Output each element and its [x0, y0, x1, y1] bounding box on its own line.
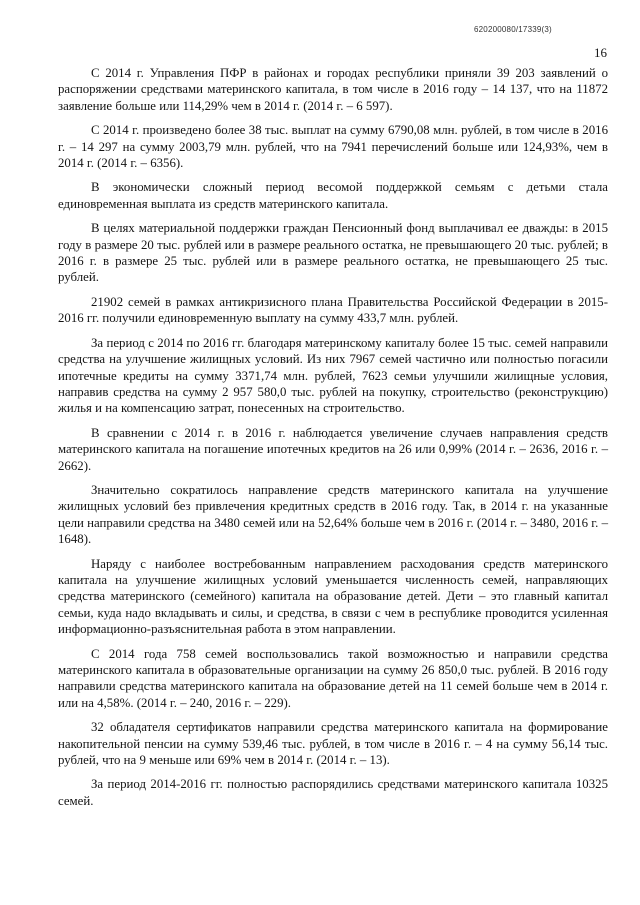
page-number: 16	[594, 45, 607, 60]
paragraph-housing: За период с 2014 по 2016 гг. благодаря материнскому капиталу более 15 тыс. семей направили средства на улучшение жилищных условий. Из них 7967 семей частично или полностью погасили ипотечные кредиты на сумму 3371,74 млн. рублей, 7623 семьи улучшили жилищные условия, направив средства на сумму 2 957 580,0 тыс. рублей на покупку, строительство (реконструкцию) жилья и на компенсацию затрат, понесенных на строительство.	[58, 335, 608, 416]
paragraph-payments: С 2014 г. произведено более 38 тыс. выплат на сумму 6790,08 млн. рублей, в том числе в 2016 г. – 14 297 на сумму 2003,79 млн. рублей, что на 7941 перечислений больше или 124,93%, чем в 2014 г. (2014 г. – 6356).	[58, 123, 608, 171]
paragraph-housing-no-credit: Значительно сократилось направление средств материнского капитала на улучшение жилищных условий без привлечения кредитных средств в 2016 году. Так, в 2014 г. на указанные цели направили средства на 3480 семей или на 52,64% больше чем в 2016 г. (2014 г. – 3480, 2016 г. – 1648).	[58, 482, 608, 547]
paragraph-mortgage: В сравнении с 2014 г. в 2016 г. наблюдается увеличение случаев направления средств материнского капитала на погашение ипотечных кредитов на 26 или 0,99% (2014 г. – 2636, 2016 г. – 2662).	[58, 425, 608, 473]
paragraph-lump-sum-intro: В экономически сложный период весомой поддержкой семьям с детьми стала единовременная выплата из средств материнского капитала.	[58, 180, 608, 211]
paragraph-anticrisis: 21902 семей в рамках антикризисного плана Правительства Российской Федерации в 2015-2016 гг. получили единовременную выплату на сумму 433,7 млн. рублей.	[58, 294, 608, 326]
paragraph-applications: С 2014 г. Управления ПФР в районах и городах республики приняли 39 203 заявлений о распоряжении средствами материнского капитала, в том числе в 2016 году – 14 137, что на 11872 заявление больше или 114,29% чем в 2014 г. (2014 г. – 6 597).	[58, 66, 608, 113]
paragraph-education-intro: Наряду с наиболее востребованным направлением расходования средств материнского капитала на улучшение жилищных условий уменьшается численность семей, направляющих средства материнского (семейного) капитала на образование детей. Дети – это главный капитал семьи, куда надо вкладывать и силы, и средства, в связи с чем в республике проводится усиленная информационно-разъяснительная работа в этом направлении.	[58, 556, 608, 637]
paragraph-pension: 32 обладателя сертификатов направили средства материнского капитала на формирование накопительной пенсии на сумму 539,46 тыс. рублей, в том числе в 2016 г. – 4 на сумму 56,14 тыс. рублей, что на 9 меньше или 69% чем в 2014 г. (2014 г. – 13).	[58, 720, 608, 768]
document-id: 620200080/17339(3)	[474, 25, 552, 34]
paragraph-total: За период 2014-2016 гг. полностью распорядились средствами материнского капитала 10325 семей.	[58, 777, 608, 808]
paragraph-education: С 2014 года 758 семей воспользовались такой возможностью и направили средства материнского капитала в образовательные организации на сумму 26 850,0 тыс. рублей. В 2016 году направили средства материнского капитала на образование детей на 11 семей больше чем в 2014 г. или на 4,58%. (2014 г. – 240, 2016 г. – 229).	[58, 646, 608, 710]
paragraph-lump-sum-amounts: В целях материальной поддержки граждан Пенсионный фонд выплачивал ее дважды: в 2015 году в размере 20 тыс. рублей или в размере реального остатка, не превышающего 20 тыс. рублей; в 2016 г. в размере 25 тыс. рублей или в размере реального остатка, не превышающего 25 тыс. рублей.	[58, 221, 608, 285]
document-body	[58, 65, 608, 817]
